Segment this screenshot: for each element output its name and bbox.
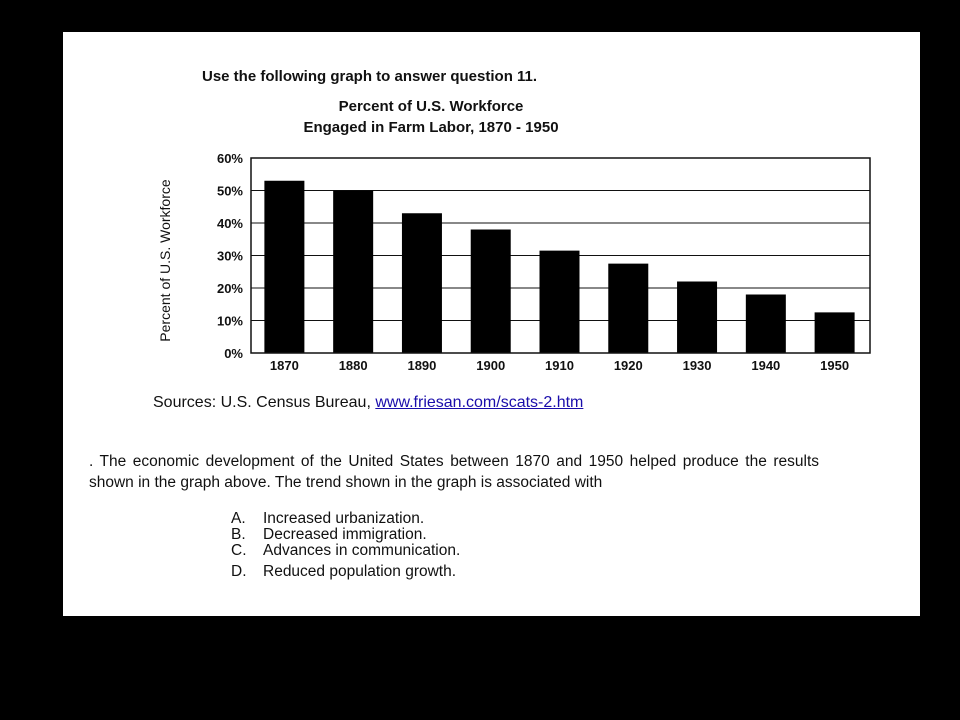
- bar-1890: [402, 213, 442, 353]
- choice-text: Reduced population growth.: [263, 563, 457, 580]
- bar-1940: [746, 295, 786, 354]
- x-tick-label: 1870: [269, 358, 299, 373]
- y-tick-label: 40%: [216, 216, 243, 231]
- y-tick-label: 0%: [224, 346, 243, 361]
- bars: [264, 181, 854, 353]
- x-tick-label: 1940: [751, 358, 781, 373]
- choice-c[interactable]: [231, 542, 460, 560]
- x-tick-label: 1880: [338, 358, 368, 373]
- slide: [63, 32, 920, 616]
- x-tick-label: 1890: [407, 358, 437, 373]
- chart-title-line-1: Percent of U.S. Workforce: [338, 98, 524, 115]
- instruction-text: Use the following graph to answer question 11.: [202, 68, 538, 85]
- y-tick-labels: [217, 151, 243, 361]
- choice-letter: B.: [231, 526, 246, 543]
- y-tick-label: 10%: [216, 313, 243, 329]
- choice-letter: C.: [231, 542, 247, 559]
- x-tick-labels: [270, 358, 849, 373]
- bar-1900: [471, 230, 511, 354]
- choice-text: Advances in communication.: [263, 542, 461, 559]
- bar-1920: [608, 264, 648, 353]
- sources-label: Sources: U.S. Census Bureau,: [153, 394, 376, 411]
- y-tick-label: 20%: [216, 281, 243, 296]
- question-text: . The economic development of the United States between 1870 and 1950 helped produce the results shown in the graph above. The trend shown in the graph is associated with: [89, 453, 819, 491]
- sources-line: [153, 394, 583, 412]
- y-axis-label: Percent of U.S. Workforce: [157, 179, 173, 342]
- bar-1870: [264, 181, 304, 353]
- choice-letter: D.: [231, 563, 247, 580]
- y-tick-label: 60%: [216, 151, 243, 166]
- choice-text: Decreased immigration.: [263, 526, 427, 543]
- bar-1880: [333, 191, 373, 354]
- y-tick-label: 50%: [216, 183, 243, 199]
- bar-chart: [63, 32, 920, 382]
- choice-letter: A.: [231, 510, 246, 527]
- bar-1930: [677, 282, 717, 354]
- chart-title-line-2: Engaged in Farm Labor, 1870 - 1950: [303, 119, 559, 136]
- sources-link[interactable]: www.friesan.com/scats-2.htm: [375, 394, 584, 411]
- x-tick-label: 1920: [613, 358, 643, 373]
- x-tick-label: 1910: [545, 358, 574, 373]
- bar-1950: [815, 312, 855, 353]
- x-tick-label: 1900: [476, 358, 506, 373]
- x-tick-label: 1950: [820, 358, 850, 373]
- x-tick-label: 1930: [682, 358, 712, 373]
- bar-1910: [540, 251, 580, 353]
- y-tick-label: 30%: [216, 248, 243, 264]
- choice-text: Increased urbanization.: [263, 510, 425, 527]
- choice-d[interactable]: [231, 563, 456, 581]
